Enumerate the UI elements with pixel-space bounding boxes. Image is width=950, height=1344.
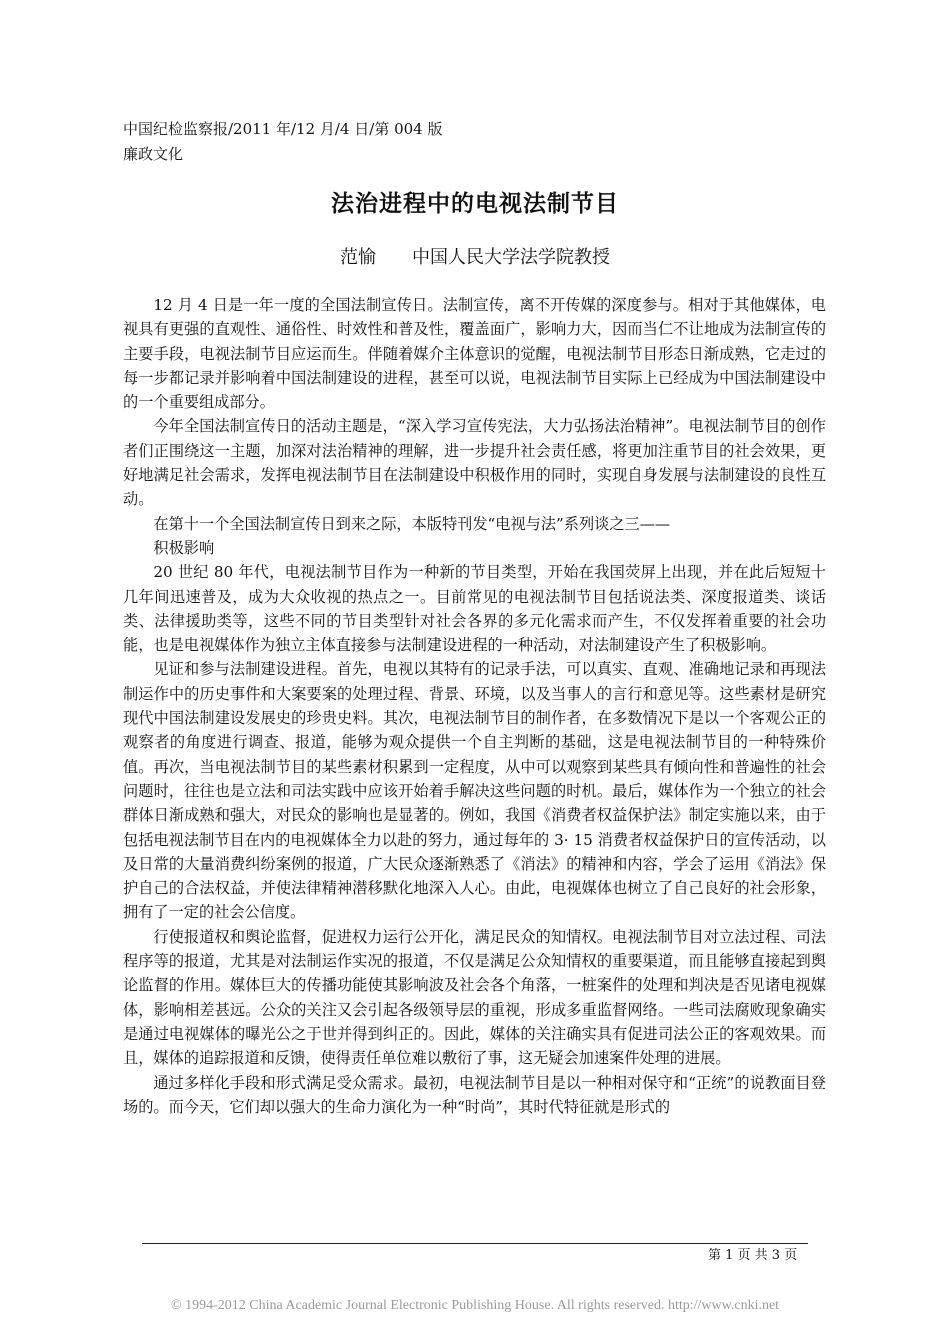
article-body <box>123 293 826 1119</box>
byline <box>0 244 950 272</box>
column-name: 廉政文化 <box>123 145 184 163</box>
paragraph: 20 世纪 80 年代，电视法制节目作为一种新的节目类型，开始在我国荧屏上出现，并在此后短短十几年间迅速普及，成为大众收视的热点之一。目前常见的电视法制节目包括说法类、深度报道类、谈话类、法律援助类等，这些不同的节目类型针对社会各界的多元化需求而产生，不仅发挥着重要的社会功能，也是电视媒体作为独立主体直接参与法制建设进程的一种活动，对法制建设产生了积极影响。 <box>123 563 826 655</box>
section-heading: 积极影响 <box>153 538 215 557</box>
footer-divider <box>142 1243 808 1244</box>
author-affiliation: 中国人民大学法学院教授 <box>412 247 610 268</box>
paragraph: 通过多样化手段和形式满足受众需求。最初，电视法制节目是以一种相对保守和“正统”的说教面目登场的。而今天，它们却以强大的生命力演化为一种“时尚”，其时代特征就是形式的 <box>123 1073 826 1116</box>
publication-header <box>123 117 443 167</box>
paragraph: 在第十一个全国法制宣传日到来之际，本版特刊发“电视与法”系列谈之三—— <box>153 514 671 533</box>
article-title: 法治进程中的电视法制节目 <box>331 191 619 217</box>
paragraph: 见证和参与法制建设进程。首先，电视以其特有的记录手法，可以真实、直观、准确地记录和再现法制运作中的历史事件和大案要案的处理过程、背景、环境，以及当事人的言行和意见等。这些素材是研究现代中国法制建设发展史的珍贵史料。其次，电视法制节目的制作者，在多数情况下是以一个客观公正的观察者的角度进行调查、报道，能够为观众提供一个自主判断的基础，这是电视法制节目的一种特殊价值。再次，当电视法制节目的某些素材积累到一定程度，从中可以观察到某些具有倾向性和普遍性的社会问题时，往往也是立法和司法实践中应该开始着手解决这些问题的时机。最后，媒体作为一个独立的社会群体日渐成熟和强大，对民众的影响也是显著的。例如，我国《消费者权益保护法》制定实施以来，由于包括电视法制节目在内的电视媒体全力以赴的努力，通过每年的 3· 15 消费者权益保护日的宣传活动，以及日常的大量消费纠纷案例的报道，广大民众逐渐熟悉了《消法》的精神和内容，学会了运用《消法》保护自己的合法权益，并使法律精神潜移默化地深入人心。由此，电视媒体也树立了自己良好的社会形象，拥有了一定的社会公信度。 <box>123 660 826 922</box>
page-number: 第 1 页 共 3 页 <box>708 1248 798 1263</box>
copyright-notice: © 1994-2012 China Academic Journal Electronic Publishing House. All rights reserved. http://www.cnki.net <box>170 1298 780 1313</box>
source-line: 中国纪检监察报/2011 年/12 月/4 日/第 004 版 <box>123 120 443 138</box>
paragraph: 12 月 4 日是一年一度的全国法制宣传日。法制宣传，离不开传媒的深度参与。相对于其他媒体，电视具有更强的直观性、通俗性、时效性和普及性，覆盖面广，影响力大，因而当仁不让地成为法制宣传的主要手段，电视法制节目应运而生。伴随着媒介主体意识的觉醒，电视法制节目形态日渐成熟，它走过的每一步都记录并影响着中国法制建设的进程，甚至可以说，电视法制节目实际上已经成为中国法制建设中的一个重要组成部分。 <box>123 296 826 412</box>
paragraph: 行使报道权和舆论监督，促进权力运行公开化，满足民众的知情权。电视法制节目对立法过程、司法程序等的报道，尤其是对法制运作实况的报道，不仅是满足公众知情权的重要渠道，而且能够直接起到舆论监督的作用。媒体巨大的传播功能使其影响波及社会各个角落，一桩案件的处理和判决是否见诸电视媒体，影响相差甚远。公众的关注又会引起各级领导层的重视，形成多重监督网络。一些司法腐败现象确实是通过电视媒体的曝光公之于世并得到纠正的。因此，媒体的关注确实具有促进司法公正的客观效果。而且，媒体的追踪报道和反馈，使得责任单位难以敷衍了事，这无疑会加速案件处理的进展。 <box>123 927 826 1068</box>
author-name: 范愉 <box>340 247 376 268</box>
paragraph: 今年全国法制宣传日的活动主题是，“深入学习宣传宪法，大力弘扬法治精神”。电视法制节目的创作者们正围绕这一主题，加深对法治精神的理解，进一步提升社会责任感，将更加注重节目的社会效果，更好地满足社会需求，发挥电视法制节目在法制建设中积极作用的同时，实现自身发展与法制建设的良性互动。 <box>123 417 826 509</box>
